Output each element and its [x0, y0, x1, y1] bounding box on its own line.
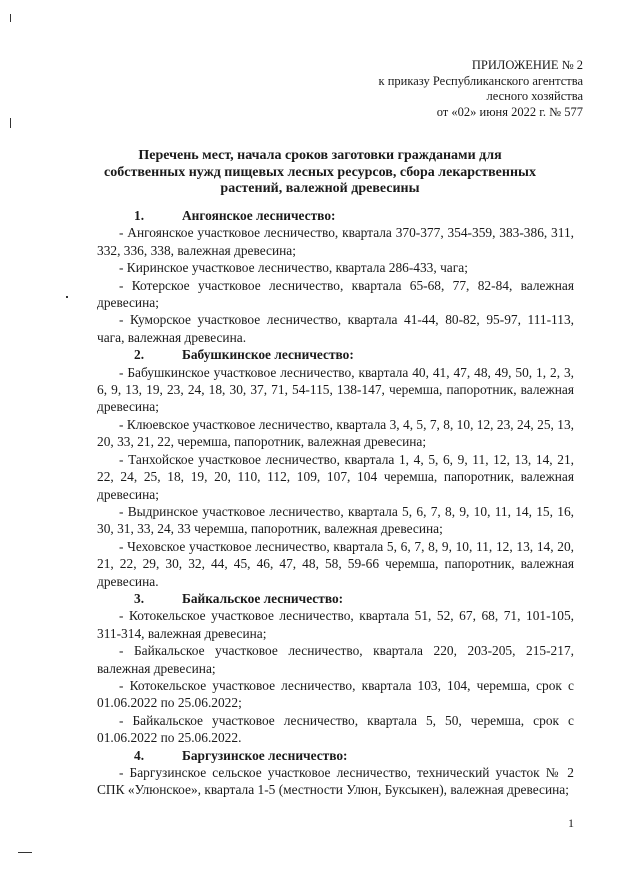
section-heading [97, 207, 574, 224]
document-body [97, 207, 574, 799]
list-item: - Танхойское участковое лесничество, квартала 1, 4, 5, 6, 9, 11, 12, 13, 14, 21, 22, 24, 25, 18, 19, 20, 110, 112, 109, 107, 104 черемша, папоротник, валежная древесина; [97, 451, 574, 502]
list-item: - Ангоянское участковое лесничество, квартала 370-377, 354-359, 383-386, 311, 332, 336, 338, валежная древесина; [97, 225, 574, 258]
appendix-line: от «02» июня 2022 г. № 577 [436, 104, 583, 119]
document-title: Перечень мест, начала сроков заготовки гражданами для собственных нужд пищевых лесных ресурсов, сбора лекарственных растений, валежной древесины [104, 148, 536, 196]
list-item: - Выдринское участковое лесничество, квартала 5, 6, 7, 8, 9, 10, 11, 14, 15, 16, 30, 31, 33, 24, 33 черемша, папоротник, валежная древесина; [97, 503, 574, 537]
section-heading [97, 590, 574, 607]
section-name: Баргузинское лесничество: [182, 747, 348, 763]
appendix-line: к приказу Республиканского агентства [378, 73, 583, 88]
appendix-line: ПРИЛОЖЕНИЕ № 2 [471, 58, 583, 72]
section-number: 1. [134, 208, 145, 223]
list-item: - Киринское участковое лесничество, квартала 286-433, чага; [119, 260, 468, 276]
section-number: 2. [134, 347, 145, 363]
list-item: - Клюевское участковое лесничество, квартала 3, 4, 5, 7, 8, 10, 12, 23, 24, 25, 13, 20, 33, 21, 22, черемша, папоротник, валежная древесина; [97, 416, 574, 450]
section-name: Ангоянское лесничество: [182, 208, 336, 223]
page-number: 1 [568, 816, 574, 830]
section-heading [97, 346, 574, 363]
section-name: Бабушкинское лесничество: [182, 347, 354, 363]
section-number: 3. [134, 590, 145, 606]
appendix-header [263, 58, 583, 120]
scan-mark [18, 852, 32, 853]
section-name: Байкальское лесничество: [182, 590, 344, 606]
list-item: - Бабушкинское участковое лесничество, квартала 40, 41, 47, 48, 49, 50, 1, 2, 3, 6, 9, 13, 19, 23, 24, 18, 30, 37, 71, 54-115, 138-147, черемша, папоротник, валежная древесина; [97, 364, 574, 415]
list-item: - Котокельское участковое лесничество, квартала 103, 104, черемша, срок с 01.06.2022 по 25.06.2022; [97, 677, 574, 711]
list-item: - Котокельское участковое лесничество, квартала 51, 52, 67, 68, 71, 101-105, 311-314, валежная древесина; [97, 608, 574, 641]
list-item: - Байкальское участковое лесничество, квартала 220, 203-205, 215-217, валежная древесина; [97, 643, 574, 676]
section-heading [97, 747, 574, 764]
list-item: - Чеховское участковое лесничество, квартала 5, 6, 7, 8, 9, 10, 11, 12, 13, 14, 20, 21, 22, 29, 30, 32, 44, 45, 46, 47, 48, 58, 59-66 черемша, папоротник, валежная древесина. [97, 538, 574, 589]
list-item: - Баргузинское сельское участковое лесничество, технический участок № 2 СПК «Улюнское», квартала 1-5 (местности Улюн, Буксыкен), валежная древесина; [97, 765, 574, 798]
list-item: - Котерское участковое лесничество, квартала 65-68, 77, 82-84, валежная древесина; [97, 277, 574, 311]
section-number: 4. [134, 747, 145, 763]
scan-mark [10, 14, 11, 22]
appendix-line: лесного хозяйства [486, 89, 583, 103]
list-item: - Байкальское участковое лесничество, квартала 5, 50, черемша, срок с 01.06.2022 по 25.06.2022. [97, 712, 574, 746]
list-item: - Куморское участковое лесничество, квартала 41-44, 80-82, 95-97, 111-113, чага, валежная древесина. [97, 312, 574, 345]
scan-mark [10, 118, 11, 128]
scan-mark [66, 296, 68, 298]
